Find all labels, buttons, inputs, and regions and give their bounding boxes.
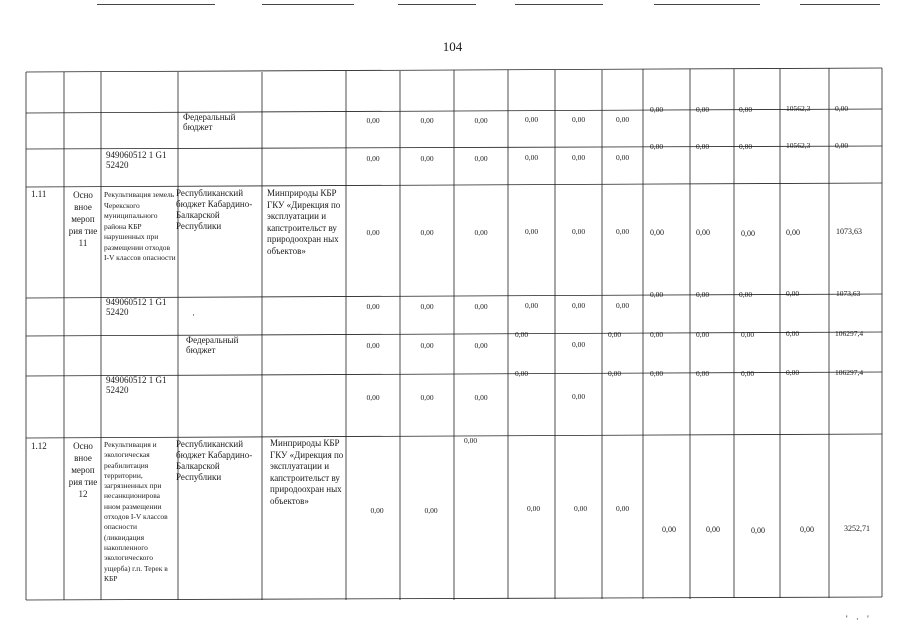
value-cell: 0,00: [573, 504, 588, 513]
value-cell: 0,00: [650, 369, 664, 378]
value-cell: 0,00: [786, 228, 800, 237]
value-cell: 0,00: [515, 369, 529, 378]
value-cell: 0,00: [696, 228, 710, 237]
value-cell: 0,00: [608, 369, 622, 378]
activity-name: Рекультивация земель Черекского муниципального района КБР нарушенных при размещении отходов I-V классов опасности: [104, 190, 176, 262]
value-cell: 0,00: [524, 227, 539, 236]
value-cell: 0,00: [835, 104, 849, 113]
value-cell: 106297,4: [835, 368, 864, 377]
value-cell: 0,00: [786, 289, 800, 298]
value-cell: 10562,3: [786, 141, 811, 150]
value-cell: 0,00: [615, 115, 630, 124]
value-cell: 0,00: [366, 302, 380, 311]
value-cell: 10562,3: [786, 104, 811, 113]
value-cell: 0,00: [366, 228, 380, 237]
funding-source: Республиканский бюджет Кабардино-Балкарской Республики: [176, 439, 253, 482]
value-cell: 0,00: [474, 341, 488, 350]
value-cell: 0,00: [650, 142, 664, 151]
value-cell: 0,00: [786, 329, 800, 338]
executor: Минприроды КБР ГКУ «Дирекция по эксплуатации и капстроительст ву природоохран ных объектов»: [267, 188, 341, 256]
value-cell: 0,00: [474, 302, 488, 311]
value-cell: 1073,63: [836, 227, 862, 236]
value-cell: 0,00: [615, 153, 630, 162]
value-cell: 0,00: [571, 153, 586, 162]
value-cell: 0,00: [615, 227, 630, 236]
value-cell: 0,00: [741, 369, 755, 378]
value-cell: 0,00: [696, 290, 710, 299]
value-cell: 0,00: [571, 392, 586, 401]
value-cell: 0,00: [366, 116, 380, 125]
value-cell: 0,00: [571, 301, 586, 310]
budget-code: 949060512 1 G1 52420: [106, 375, 167, 396]
funding-source: Республиканский бюджет Кабардино-Балкарской Республики: [176, 188, 253, 231]
value-cell: 0,00: [615, 504, 630, 513]
budget-code: 949060512 1 G1 52420: [106, 150, 167, 171]
value-cell: 0,00: [650, 290, 664, 299]
value-cell: 0,00: [420, 116, 434, 125]
value-cell: 0,00: [366, 154, 380, 163]
value-cell: 106297,4: [835, 329, 864, 338]
row-number: 1.11: [31, 189, 47, 199]
activity-type: Осно вное мероп рия тие 12: [68, 441, 98, 499]
value-cell: 0,00: [696, 369, 710, 378]
value-cell: 0,00: [739, 142, 753, 151]
value-cell: 0,00: [650, 330, 664, 339]
value-cell: 0,00: [524, 153, 539, 162]
value-cell: 0,00: [420, 228, 434, 237]
value-cell: 0,00: [800, 525, 814, 534]
value-cell: 0,00: [420, 302, 434, 311]
value-cell: 0,00: [786, 368, 800, 377]
page-number: 104: [442, 39, 463, 54]
value-cell: 0,00: [474, 116, 488, 125]
value-cell: 0,00: [571, 340, 586, 349]
value-cell: 0,00: [420, 154, 434, 163]
value-cell: 0,00: [739, 290, 753, 299]
value-cell: 0,00: [424, 506, 438, 515]
activity-type: Осно вное мероп рия тие 11: [68, 190, 98, 248]
value-cell: 0,00: [526, 504, 541, 513]
executor: Минприроды КБР ГКУ «Дирекция по эксплуатации и капстроительст ву природоохран ных объектов»: [270, 438, 344, 506]
value-cell: 0,00: [739, 105, 753, 114]
stray-mark: ·: [192, 310, 195, 320]
value-cell: 0,00: [474, 393, 488, 402]
footer-mark: ' · ': [846, 614, 872, 624]
value-cell: 0,00: [650, 228, 664, 237]
activity-name: Рекультивация и экологическая реабилитация территории, загрязненных при несанкционирова нном размещении отходов I-V классов опасности (ликвидация накопленного экологического ущерба) г.п. Терек в КБР: [104, 440, 168, 583]
value-cell: 0,00: [420, 341, 434, 350]
budget-code: 949060512 1 G1 52420: [106, 297, 167, 318]
value-cell: 0,00: [366, 393, 380, 402]
value-cell: 0,00: [662, 525, 676, 534]
value-cell: 0,00: [608, 330, 622, 339]
value-cell: 0,00: [835, 141, 849, 150]
value-cell: 0,00: [524, 301, 539, 310]
value-cell: 1073,63: [836, 289, 861, 298]
value-cell: 0,00: [571, 115, 586, 124]
value-cell: 0,00: [741, 229, 755, 238]
value-cell: 0,00: [696, 105, 710, 114]
value-cell: 0,00: [571, 227, 586, 236]
value-cell: 0,00: [741, 330, 755, 339]
value-cell: 0,00: [615, 301, 630, 310]
value-cell: 0,00: [420, 393, 434, 402]
value-cell: 0,00: [751, 526, 765, 535]
value-cell: 3252,71: [844, 524, 870, 533]
value-cell: 0,00: [696, 330, 710, 339]
value-cell: 0,00: [464, 436, 478, 445]
value-cell: 0,00: [706, 525, 720, 534]
source-cell: Федеральный бюджет: [186, 335, 239, 356]
value-cell: 0,00: [515, 330, 529, 339]
value-cell: 0,00: [474, 154, 488, 163]
value-cell: 0,00: [366, 341, 380, 350]
value-cell: 0,00: [696, 142, 710, 151]
value-cell: 0,00: [474, 228, 488, 237]
value-cell: 0,00: [524, 115, 539, 124]
value-cell: 0,00: [370, 506, 384, 515]
value-cell: 0,00: [650, 105, 664, 114]
row-number: 1.12: [31, 441, 47, 451]
source-cell: Федеральный бюджет: [183, 112, 236, 133]
